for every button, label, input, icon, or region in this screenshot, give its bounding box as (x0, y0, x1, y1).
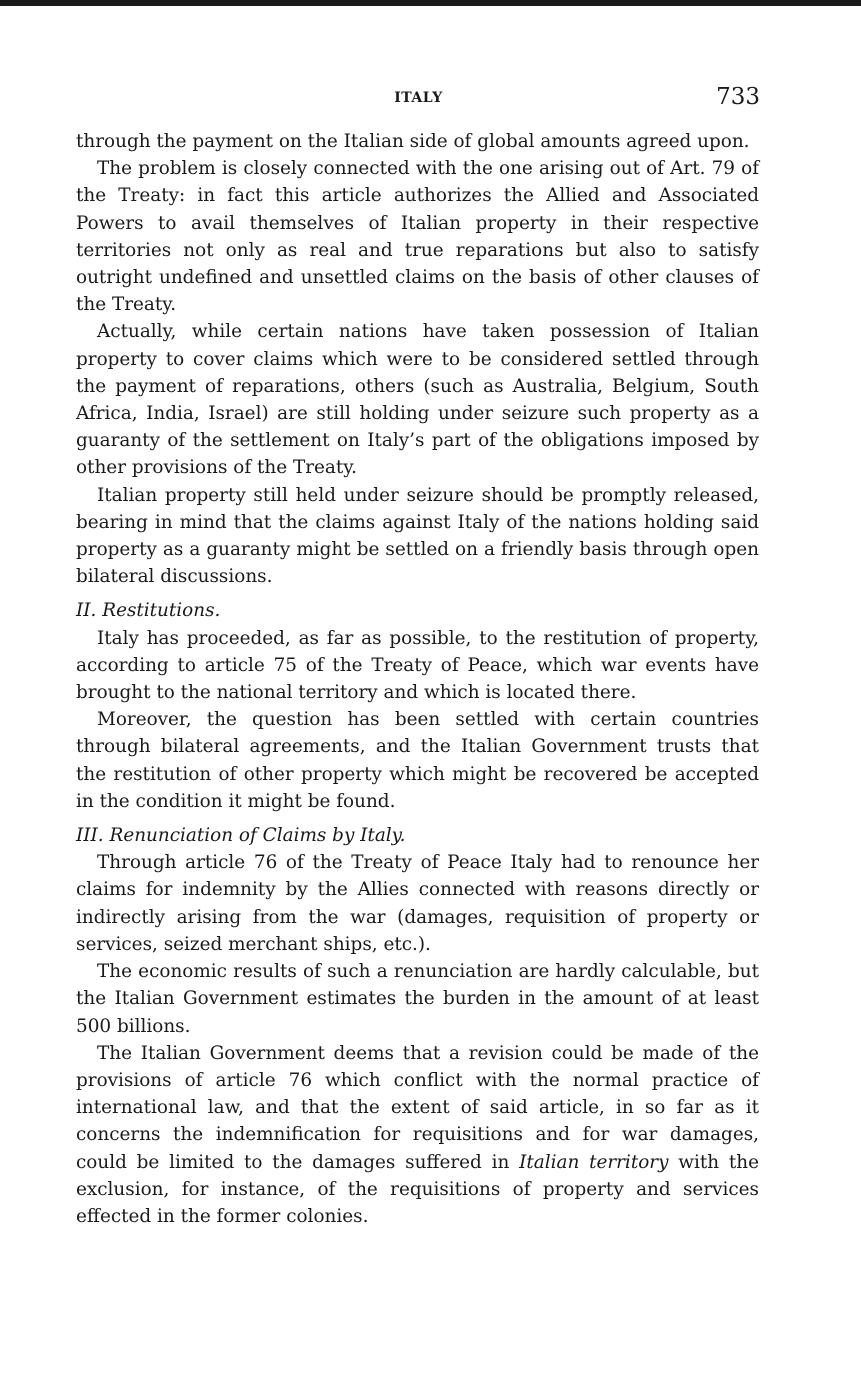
paragraph-bilateral-agreements: Moreover, the question has been settled with certain countries through bilateral agreements, and the Italian Government trusts that the restitution of other property which might be recovered be accepted in the condition it might be found. (76, 709, 759, 812)
running-title: ITALY (394, 90, 443, 106)
italian-territory-emphasis: Italian territory (519, 1151, 669, 1173)
page-number: 733 (716, 84, 760, 110)
paragraph-seizure-nations: Actually, while certain nations have taken possession of Italian property to cover claims which were to be considered settled through the payment of reparations, others (such as Australia, Belgium, South Africa, India, Israel) are still holding under seizure such property as a guaranty of the settlement on Italy’s part of the obligations imposed by other provisions of the Treaty. (76, 321, 759, 479)
top-border-rule (0, 0, 861, 6)
section-heading-renunciation: III. Renunciation of Claims by Italy. (76, 825, 406, 847)
paragraph-article-76: Through article 76 of the Treaty of Peace Italy had to renounce her claims for indemnity by the Allies connected with reasons directly or indirectly arising from the war (damages, requisition of property or services, seized merchant ships, etc.). (76, 852, 759, 955)
paragraph-release-property: Italian property still held under seizure should be promptly released, bearing in mind that the claims against Italy of the nations holding said property as a guaranty might be settled on a friendly basis through open bilateral discussions. (76, 484, 759, 588)
body-text (76, 128, 759, 1230)
paragraph-economic-results: The economic results of such a renunciation are hardly calculable, but the Italian Government estimates the burden in the amount of at least 500 billions. (76, 961, 759, 1037)
revision-text-part-2: with the exclusion, for instance, of the requisitions of property and services effected in the former colonies. (76, 1151, 760, 1227)
paragraph-continuation: through the payment on the Italian side of global amounts agreed upon. (76, 131, 750, 152)
revision-text-part-1: The Italian Government deems that a revision could be made of the provisions of article 76 which conflict with the normal practice of international law, and that the extent of said article, in so far as it concerns the indemnification for requisitions and for war damages, could be limited to the damages suffered in (76, 1042, 759, 1173)
paragraph-article-79: The problem is closely connected with the one arising out of Art. 79 of the Treaty: in fact this article authorizes the Allied and Associated Powers to avail themselves of Italian property in their respective territories not only as real and true reparations but also to satisfy outright undefined and unsettled claims on the basis of other clauses of the Treaty. (76, 158, 759, 316)
paragraph-restitution-article-75: Italy has proceeded, as far as possible, to the restitution of property, according to article 75 of the Treaty of Peace, which war events have brought to the national territory and which is located there. (76, 627, 759, 704)
paragraph-revision (76, 1040, 759, 1230)
section-heading-restitutions: II. Restitutions. (76, 600, 221, 622)
running-header (0, 84, 861, 114)
